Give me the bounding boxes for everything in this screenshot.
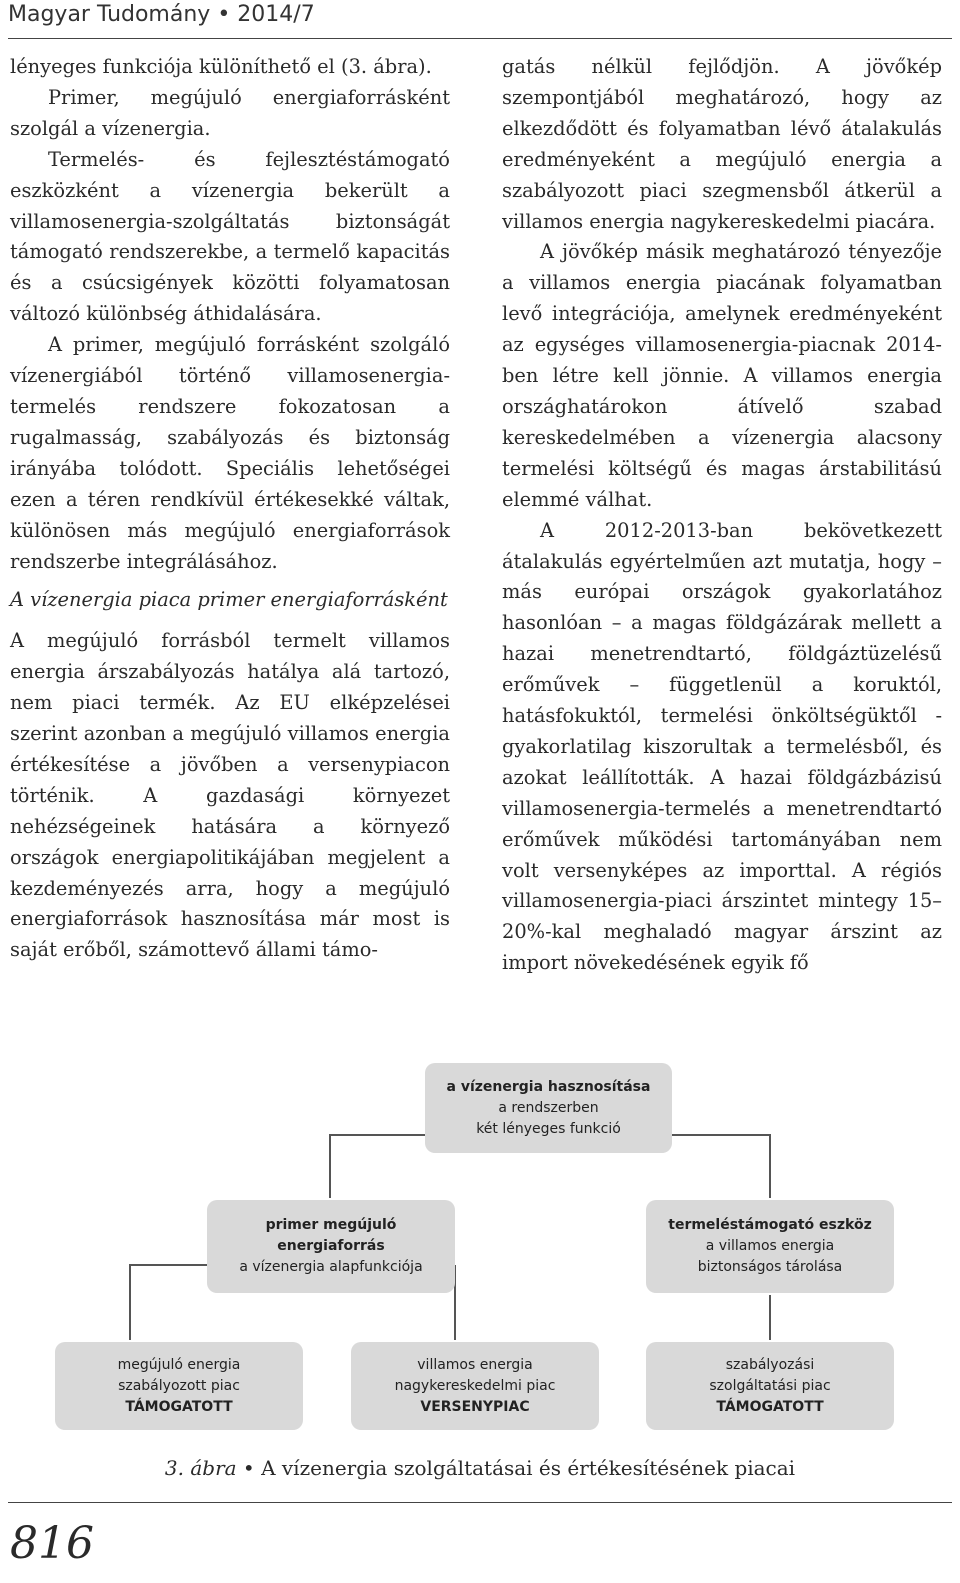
leaf-status: TÁMOGATOTT	[125, 1398, 233, 1415]
figure-caption	[0, 1454, 960, 1482]
connector-root-right	[672, 1135, 770, 1198]
root-line: két lényeges funkció	[476, 1120, 621, 1137]
right-column	[502, 52, 942, 979]
header-separator: •	[217, 2, 231, 27]
leaf-status: VERSENYPIAC	[420, 1398, 530, 1415]
header-rule	[8, 38, 952, 39]
paragraph: A primer, megújuló forrásként szolgáló vízenergiából történő villamosenergia-termelés rendszere fokozatosan a rugalmasság, szabályozás és biztonság irányába tolódott. Speciális lehetőségei ezen a téren rendkívül értékesekké váltak, különösen más megújuló energiaforrások rendszerbe integrálásához.	[10, 333, 450, 573]
caption-bullet: •	[242, 1456, 255, 1480]
support-line: a villamos energia	[705, 1238, 835, 1254]
support-title: termeléstámogató eszköz	[668, 1217, 872, 1233]
leaf-line: szolgáltatási piac	[709, 1377, 831, 1394]
leaf-line: villamos energia	[417, 1356, 533, 1373]
diagram-support-box	[646, 1200, 894, 1293]
leaf-line: nagykereskedelmi piac	[394, 1377, 556, 1394]
paragraph: A megújuló forrásból termelt villamos energia árszabályozás hatálya alá tartozó, nem piaci termék. Az EU elképzelései szerint azonban a megújuló villamos energia értékesítése a jövőben a versenypiacon történik. A gazdasági környezet nehézségeinek hatására a környező országok energiapolitikájában megjelent a kezdeményezés arra, hogy a megújuló energiaforrások hasznosítása már most is saját erőből, számottevő állami támo-	[10, 629, 450, 962]
connector-left-leaf1	[130, 1265, 207, 1340]
caption-text: A vízenergia szolgáltatásai és értékesítésének piacai	[261, 1456, 796, 1480]
page-number: 816	[10, 1518, 94, 1569]
primer-line: a vízenergia alapfunkciója	[239, 1259, 423, 1275]
leaf-line: megújuló energia	[117, 1356, 241, 1373]
section-title: A vízenergia piaca primer energiaforrásként	[10, 588, 448, 612]
root-line: a rendszerben	[498, 1099, 599, 1116]
paragraph: gatás nélkül fejlődjön. A jövőkép szempontjából meghatározó, hogy az elkezdődött és folyamatban lévő átalakulás eredményeként a megújuló energia a szabályozott piaci szegmensből átkerül a villamos energia nagykereskedelmi piacára.	[502, 55, 942, 233]
diagram-leaf-wholesale-market	[351, 1342, 599, 1430]
paragraph: A jövőkép másik meghatározó tényezője a villamos energia piacának folyamatban levő integrációja, amelynek eredményeként az egységes villamosenergia-piacnak 2014-ben létre kell jönnie. A villamos energia országhatárokon átívelő szabad kereskedelmében a vízenergia alacsony termelési költségű és magas árstabilitású elemmé válhat.	[502, 240, 942, 511]
footer-rule	[8, 1502, 952, 1503]
diagram-leaf-renewable-market	[55, 1342, 303, 1430]
diagram-root-box	[425, 1063, 672, 1153]
issue-number: 2014/7	[237, 2, 315, 27]
connector-root-left	[330, 1135, 425, 1198]
paragraph: lényeges funkciója különíthető el (3. ábra).	[10, 55, 432, 78]
support-line: biztonságos tárolása	[697, 1259, 843, 1275]
caption-label: 3. ábra	[164, 1456, 237, 1480]
function-diagram	[0, 1055, 960, 1455]
primer-title: primer megújuló	[265, 1217, 397, 1233]
left-column	[10, 52, 450, 966]
root-title: a vízenergia hasznosítása	[446, 1078, 651, 1095]
leaf-status: TÁMOGATOTT	[716, 1398, 824, 1415]
paragraph: A 2012-2013-ban bekövetkezett átalakulás egyértelműen azt mutatja, hogy – más európai országok gyakorlatához hasonlóan – a magas földgázárak mellett a hazai menetrendtartó, földgáztüzelésű erőművek – függetlenül a koruktól, hatásfokuktól, termelési önköltségüktől - gyakorlatilag kiszorultak a termelésből, és azokat leállították. A hazai földgázbázisú villamosenergia-termelés a menetrendtartó erőművek működési tartományában nem volt versenyképes az importtal. A régiós villamosenergia-piaci árszintet mintegy 15–20%-kal meghaladó magyar árszint az import növekedésének egyik fő	[502, 518, 942, 975]
leaf-line: szabályozási	[725, 1356, 815, 1373]
paragraph: Primer, megújuló energiaforrásként szolgál a vízenergia.	[10, 85, 450, 140]
diagram-leaf-regulation-market	[646, 1342, 894, 1430]
running-header	[8, 0, 315, 34]
primer-title: energiaforrás	[277, 1238, 385, 1254]
leaf-line: szabályozott piac	[118, 1377, 240, 1394]
paragraph: Termelés- és fejlesztéstámogató eszközként a vízenergia bekerült a villamosenergia-szolgáltatás biztonságát támogató rendszerekbe, a termelő kapacitás és a csúcsigények közötti folyamatosan változó különbség áthidalására.	[10, 147, 450, 326]
journal-name: Magyar Tudomány	[8, 2, 211, 27]
diagram-primer-box	[207, 1200, 455, 1293]
